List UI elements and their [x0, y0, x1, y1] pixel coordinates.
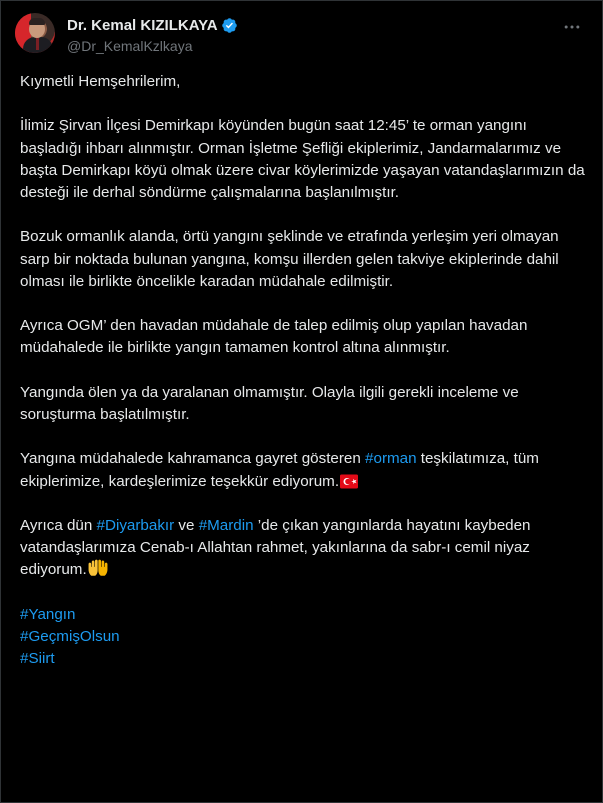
- tweet-paragraph-3: Ayrıca OGM’ den havadan müdahale de talep edilmiş olup yapılan havadan müdahalede ile birlikte yangın tamamen kontrol altına alınmıştır.: [20, 317, 528, 357]
- tweet-paragraph-4: Yangında ölen ya da yaralanan olmamıştır. Olayla ilgili gerekli inceleme ve soruşturma başlatılmıştır.: [20, 383, 519, 423]
- verified-badge-icon[interactable]: [221, 17, 238, 34]
- hashtag-diyarbakir[interactable]: #Diyarbakır: [96, 516, 175, 534]
- paragraph-5-text-before: Yangına müdahalede kahramanca gayret gösteren: [20, 450, 366, 468]
- paragraph-6-text-middle: ve: [174, 516, 199, 534]
- open-hands-emoji: [88, 559, 108, 577]
- hashtag-orman[interactable]: #orman: [365, 450, 417, 468]
- tweet-greeting: Kıymetli Hemşehrilerim,: [20, 73, 181, 90]
- author-name-line[interactable]: [67, 17, 238, 34]
- tweet-paragraph-1: İlimiz Şirvan İlçesi Demirkapı köyünden bugün saat 12:45’ te orman yangını başladığı ihbarı alınmıştır. Orman İşletme Şefliği ekiplerimiz, Jandarmalarımız ve başta Demirkapı köyü olmak üzere civar köylerimizde yaşayan vatandaşlarımızın da desteği ile derhal söndürme çalışmalarına başlanılmıştır.: [20, 117, 585, 201]
- more-horizontal-icon: [562, 17, 582, 37]
- hashtag-mardin[interactable]: #Mardin: [198, 516, 254, 534]
- paragraph-6-text-after: ’de çıkan yangınlarda hayatını kaybeden vatandaşlarımıza Cenab-ı Allahtan rahmet, yakınlarına da sabr-ı cemil niyaz ediyorum.: [20, 516, 531, 579]
- paragraph-6-text-before: Ayrıca dün: [20, 516, 97, 534]
- hashtag-yangin[interactable]: #Yangın: [20, 605, 76, 623]
- tweet-header: [15, 13, 591, 57]
- author-name[interactable]: Dr. Kemal KIZILKAYA: [67, 17, 218, 34]
- tweet-paragraph-2: Bozuk ormanlık alanda, örtü yangını şeklinde ve etrafında yerleşim yeri olmayan sarp bir noktada bulunan yangına, komşu illerden gelen takviye ekiplerinde dahil olması ile birlikte öncelikle karadan müdahale edilmiştir.: [20, 228, 559, 290]
- tweet-paragraph-6: [20, 515, 590, 582]
- avatar[interactable]: [15, 13, 55, 53]
- avatar-tie: [36, 38, 39, 50]
- tweet-paragraph-5: [20, 448, 590, 492]
- more-options-button[interactable]: [559, 17, 585, 37]
- turkey-flag-emoji: [340, 474, 358, 489]
- avatar-hair: [29, 18, 45, 25]
- hashtag-siirt[interactable]: #Siirt: [20, 650, 55, 668]
- hashtag-list: [20, 604, 590, 671]
- tweet-text: [20, 71, 590, 670]
- author-handle[interactable]: @Dr_KemalKzlkaya: [67, 38, 193, 54]
- paragraph-5-text-after: teşkilatımıza, tüm ekiplerimize, kardeşlerimize teşekkür ediyorum.: [20, 450, 539, 490]
- hashtag-gecmisolsun[interactable]: #GeçmişOlsun: [20, 627, 120, 645]
